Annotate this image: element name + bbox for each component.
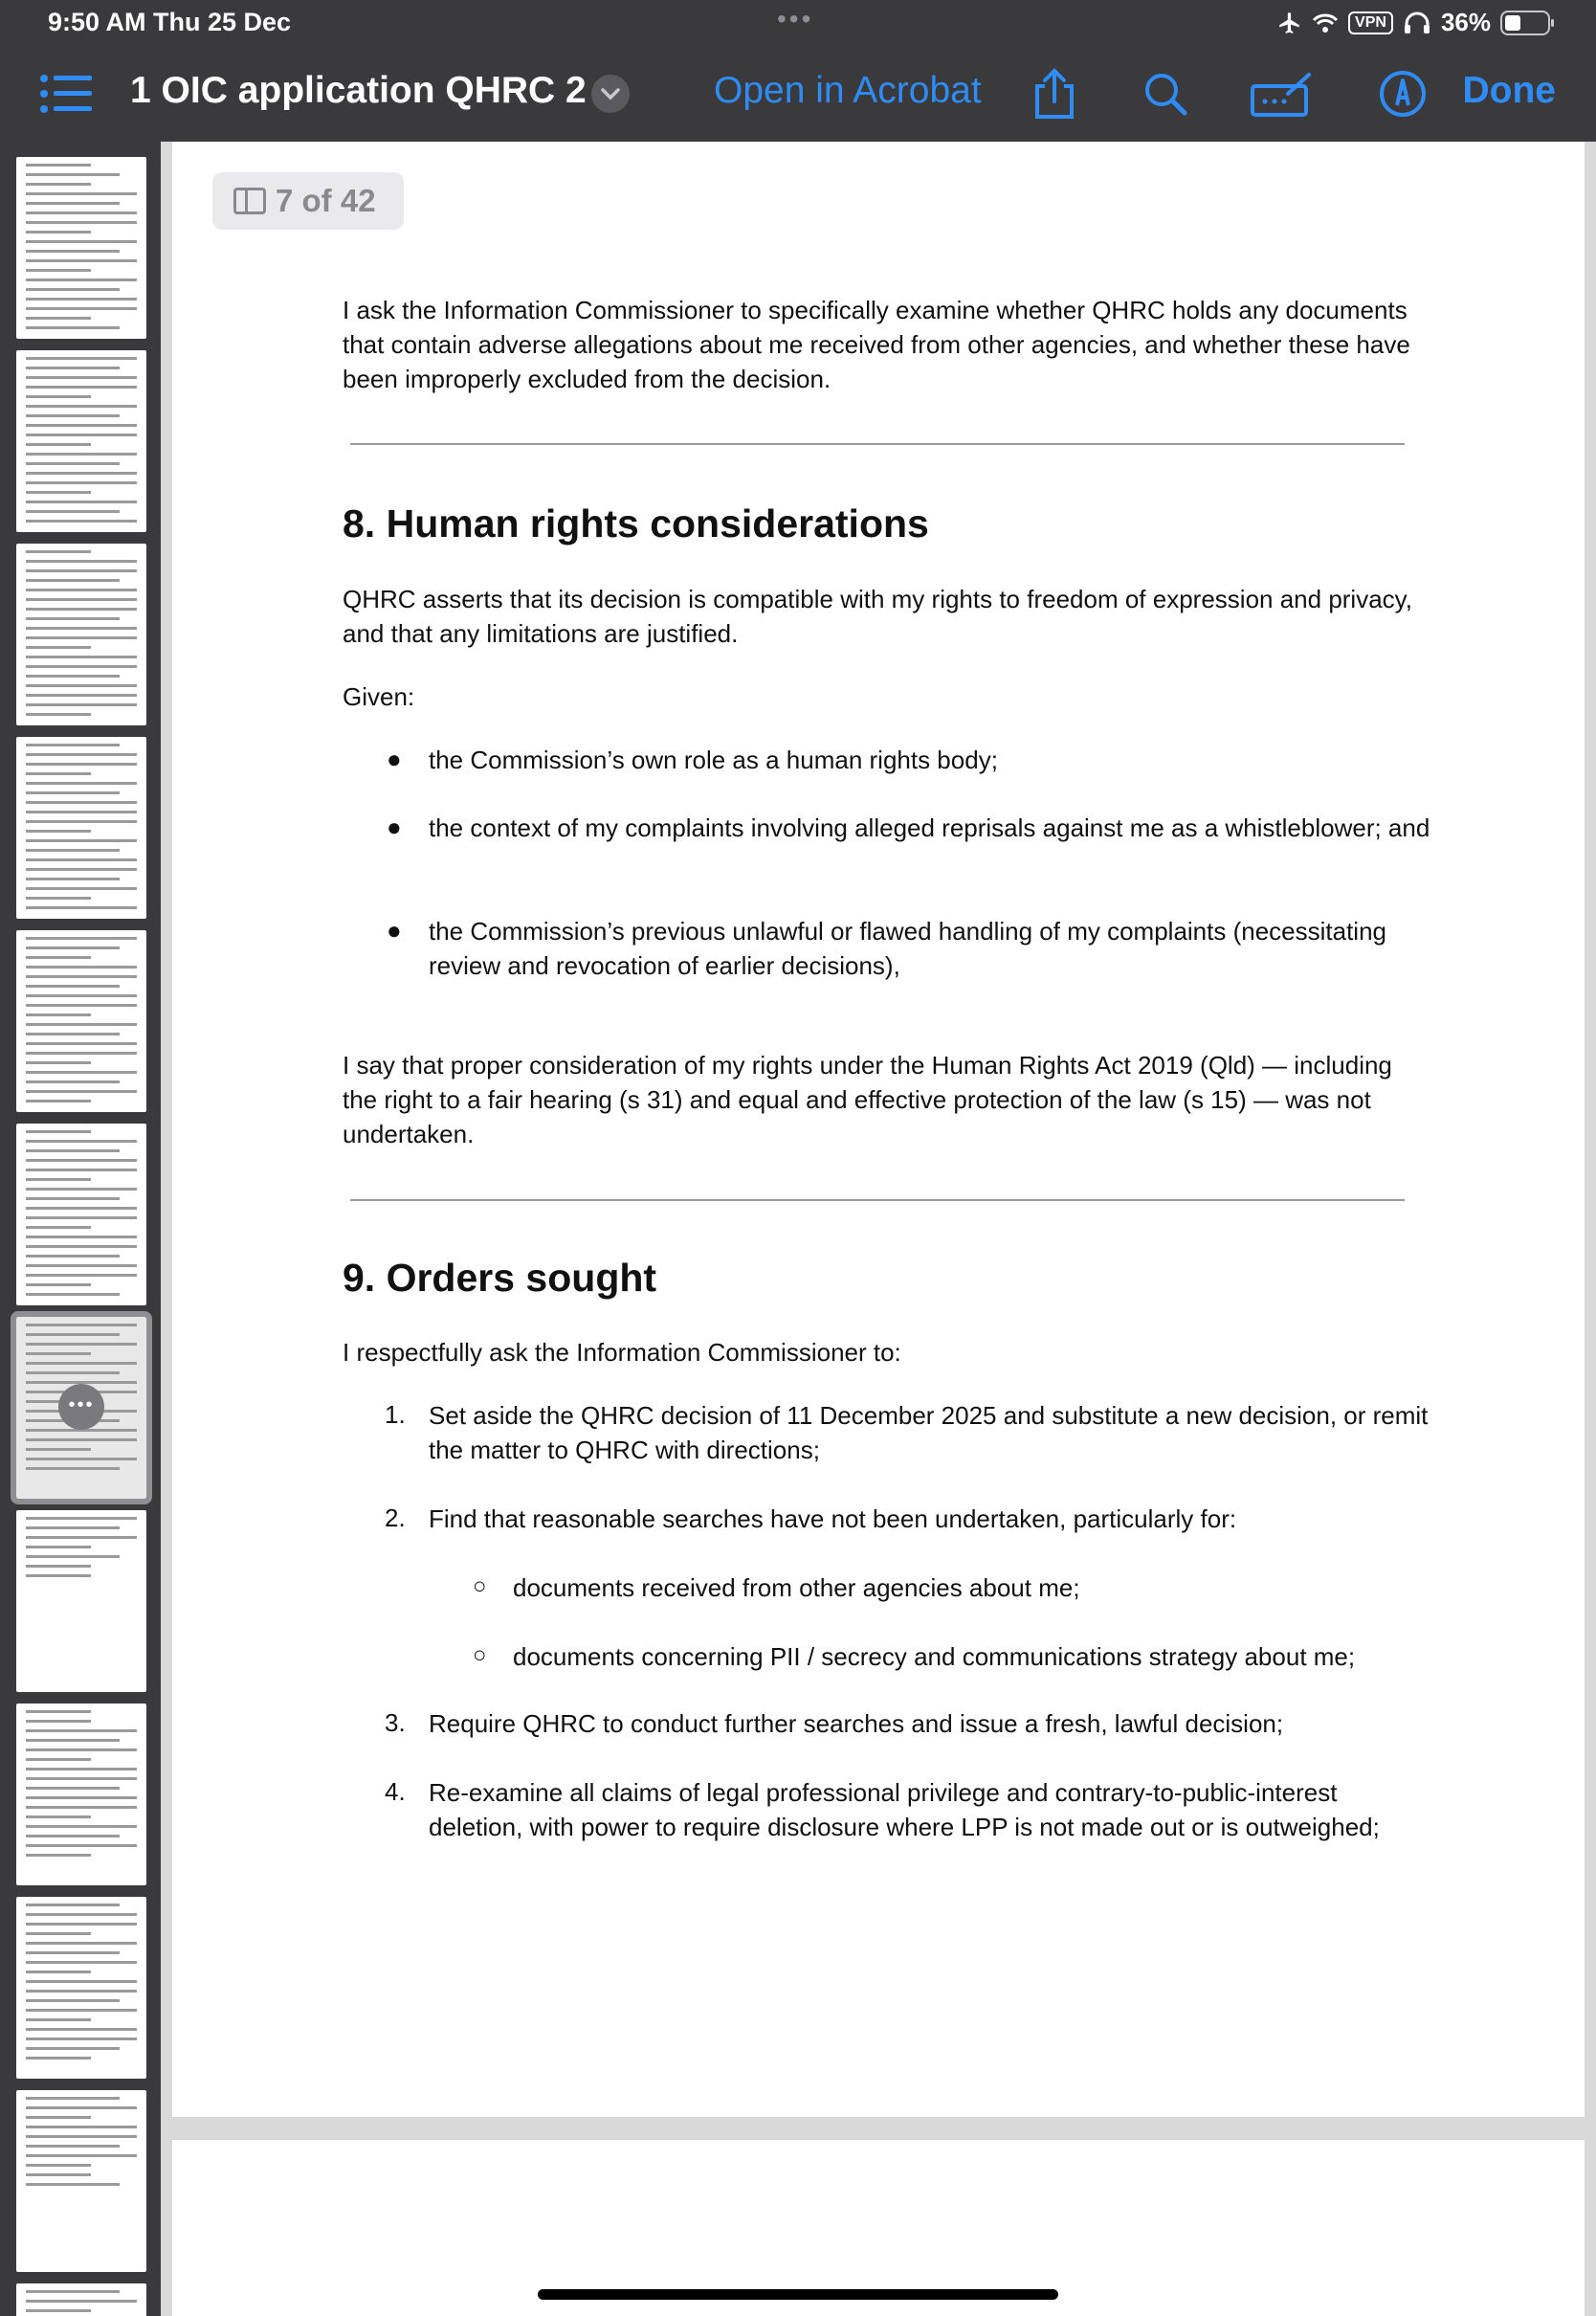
battery-percent: 36% [1440,8,1491,36]
wifi-icon [1312,11,1339,34]
open-in-acrobat-button[interactable]: Open in Acrobat [714,70,982,111]
section-8-heading: 8. Human rights considerations [343,501,929,546]
page-thumbnail[interactable] [16,544,146,725]
markup-pen-icon[interactable] [1374,65,1431,122]
headphones-icon [1403,11,1431,35]
sub-bullet-marker: ○ [473,1642,487,1668]
sub-bullet-item: documents received from other agencies about me; [513,1573,1080,1602]
home-indicator[interactable] [538,2289,1058,2300]
section-8-paragraph: QHRC asserts that its decision is compatible with my rights to freedom of expression and privacy, and that any limitations are justified. [343,585,1412,648]
search-icon[interactable] [1137,65,1194,122]
intro-paragraph: I ask the Information Commissioner to specifically examine whether QHRC holds any documents that contain adverse allegations about me received from other agencies, and whether these have been improperly excluded from the decision. [343,296,1410,393]
status-time-date: 9:50 AM Thu 25 Dec [48,8,292,36]
page-thumbnail-current[interactable] [16,1317,146,1499]
order-number: 2. [385,1503,406,1532]
bullet-item: the Commission’s previous unlawful or flawed handling of my complaints (necessitating review and revocation of earlier decisions), [429,917,1386,980]
order-item: Require QHRC to conduct further searches and issue a fresh, lawful decision; [429,1709,1284,1738]
status-indicators [1277,8,1550,37]
page-thumbnail[interactable] [16,2283,146,2316]
page-indicator-text: 7 of 42 [276,183,376,218]
vpn-badge: VPN [1348,11,1393,34]
battery-icon [1500,11,1550,35]
outline-list-icon[interactable] [38,73,92,115]
section-divider [350,1199,1405,1201]
section-8-conclusion: I say that proper consideration of my rights under the Human Rights Act 2019 (Qld) — including the right to a fair hearing (s 31) and equal and effective protection of the law (s 15) — was not undertaken. [343,1051,1392,1148]
page-icon [233,188,266,214]
annotate-icon[interactable] [1250,65,1313,122]
thumbnail-more-icon[interactable]: ••• [58,1384,104,1430]
section-9-heading: 9. Orders sought [343,1256,657,1300]
order-number: 1. [385,1400,406,1429]
bullet-item: the context of my complaints involving alleged reprisals against me as a whistleblower; and [429,813,1430,842]
page-thumbnail[interactable] [16,350,146,532]
page-thumbnail[interactable] [16,2090,146,2272]
page-indicator [212,172,404,230]
thumbnail-sidebar[interactable] [0,142,161,2316]
multitasking-dots-icon[interactable]: ••• [777,4,814,33]
document-title[interactable]: 1 OIC application QHRC 2 [130,70,587,111]
page-thumbnail[interactable] [16,157,146,339]
sub-bullet-item: documents concerning PII / secrecy and communications strategy about me; [513,1642,1356,1671]
section-divider [350,443,1405,445]
share-icon[interactable] [1026,65,1083,122]
page-thumbnail[interactable] [16,1510,146,1692]
done-button[interactable]: Done [1462,70,1556,111]
toolbar [0,46,1596,142]
section-9-intro: I respectfully ask the Information Commissioner to: [343,1338,901,1367]
title-chevron-down-icon[interactable] [591,75,630,113]
bullet-marker: ● [387,745,402,773]
order-number: 4. [385,1777,406,1806]
page-thumbnail[interactable] [16,737,146,919]
status-bar [0,0,1596,46]
order-item: Set aside the QHRC decision of 11 December 2025 and substitute a new decision, or remit the matter to QHRC with directions; [429,1401,1429,1464]
page-thumbnail[interactable] [16,1124,146,1305]
page-thumbnail[interactable] [16,1704,146,1885]
document-viewer[interactable] [161,142,1596,2316]
bullet-item: the Commission’s own role as a human rights body; [429,746,998,774]
order-number: 3. [385,1708,406,1737]
page-thumbnail[interactable] [16,930,146,1112]
page-thumbnail[interactable] [16,1897,146,2079]
given-label: Given: [343,682,415,711]
bullet-marker: ● [387,813,402,841]
order-item: Re-examine all claims of legal professional privilege and contrary-to-public-interest deletion, with power to require disclosure where LPP is not made out or is outweighed; [429,1778,1380,1841]
airplane-mode-icon [1277,11,1302,35]
order-item: Find that reasonable searches have not been undertaken, particularly for: [429,1504,1237,1533]
bullet-marker: ● [387,916,402,945]
sub-bullet-marker: ○ [473,1573,487,1599]
pdf-page [172,142,1585,2117]
